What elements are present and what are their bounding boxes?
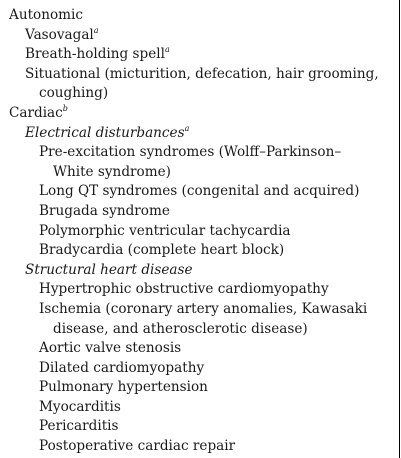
item-text: Dilated cardiomyopathy bbox=[39, 359, 205, 376]
cause-bradycardia bbox=[39, 241, 399, 261]
cause-polymorphic-vt bbox=[39, 222, 399, 242]
item-text: Pulmonary hypertension bbox=[39, 379, 208, 396]
item-text: Situational (micturition, defecation, hair grooming, coughing) bbox=[25, 65, 379, 102]
cause-hocm bbox=[39, 280, 399, 300]
cause-pericarditis bbox=[39, 417, 399, 437]
category-autonomic bbox=[9, 6, 399, 26]
cause-breath-holding bbox=[25, 45, 399, 65]
item-text: Pericarditis bbox=[39, 418, 119, 435]
footnote-marker: b bbox=[62, 103, 68, 113]
item-text: Myocarditis bbox=[39, 398, 121, 415]
cause-aortic-stenosis bbox=[39, 339, 399, 359]
item-text: Long QT syndromes (congenital and acquired) bbox=[39, 183, 360, 200]
cause-long-qt bbox=[39, 182, 399, 202]
footnote-marker: a bbox=[164, 45, 170, 55]
cause-postoperative-repair bbox=[39, 437, 399, 457]
cause-pulmonary-hypertension bbox=[39, 378, 399, 398]
item-text: Pre-excitation syndromes (Wolff–Parkinson–White syndrome) bbox=[39, 144, 342, 180]
cause-myocarditis bbox=[39, 398, 399, 418]
subcategory-electrical bbox=[25, 124, 399, 144]
cause-pre-excitation bbox=[39, 143, 381, 182]
subcategory-structural bbox=[25, 261, 399, 281]
item-text: Bradycardia (complete heart block) bbox=[39, 242, 285, 259]
cause-dilated-cardiomyopathy bbox=[39, 359, 399, 379]
footnote-marker: a bbox=[184, 123, 190, 133]
item-text: Autonomic bbox=[9, 7, 84, 23]
item-text: Vasovagal bbox=[25, 26, 94, 43]
cause-vasovagal bbox=[25, 26, 399, 46]
item-text: Structural heart disease bbox=[25, 261, 193, 278]
item-text: Cardiac bbox=[9, 104, 63, 121]
item-text: Electrical disturbances bbox=[25, 124, 185, 141]
item-text: Aortic valve stenosis bbox=[39, 340, 182, 357]
cause-ischemia bbox=[39, 300, 381, 339]
item-text: Breath-holding spell bbox=[25, 46, 165, 63]
cause-brugada bbox=[39, 202, 399, 222]
item-text: Hypertrophic obstructive cardiomyopathy bbox=[39, 281, 329, 298]
cause-situational bbox=[25, 65, 381, 104]
category-cardiac bbox=[9, 104, 399, 124]
item-text: Brugada syndrome bbox=[39, 202, 170, 219]
item-text: Ischemia (coronary artery anomalies, Kawasaki disease, and atherosclerotic disease) bbox=[39, 300, 368, 337]
footnote-marker: a bbox=[93, 25, 99, 35]
item-text: Polymorphic ventricular tachycardia bbox=[39, 222, 291, 239]
item-text: Postoperative cardiac repair bbox=[39, 438, 236, 455]
